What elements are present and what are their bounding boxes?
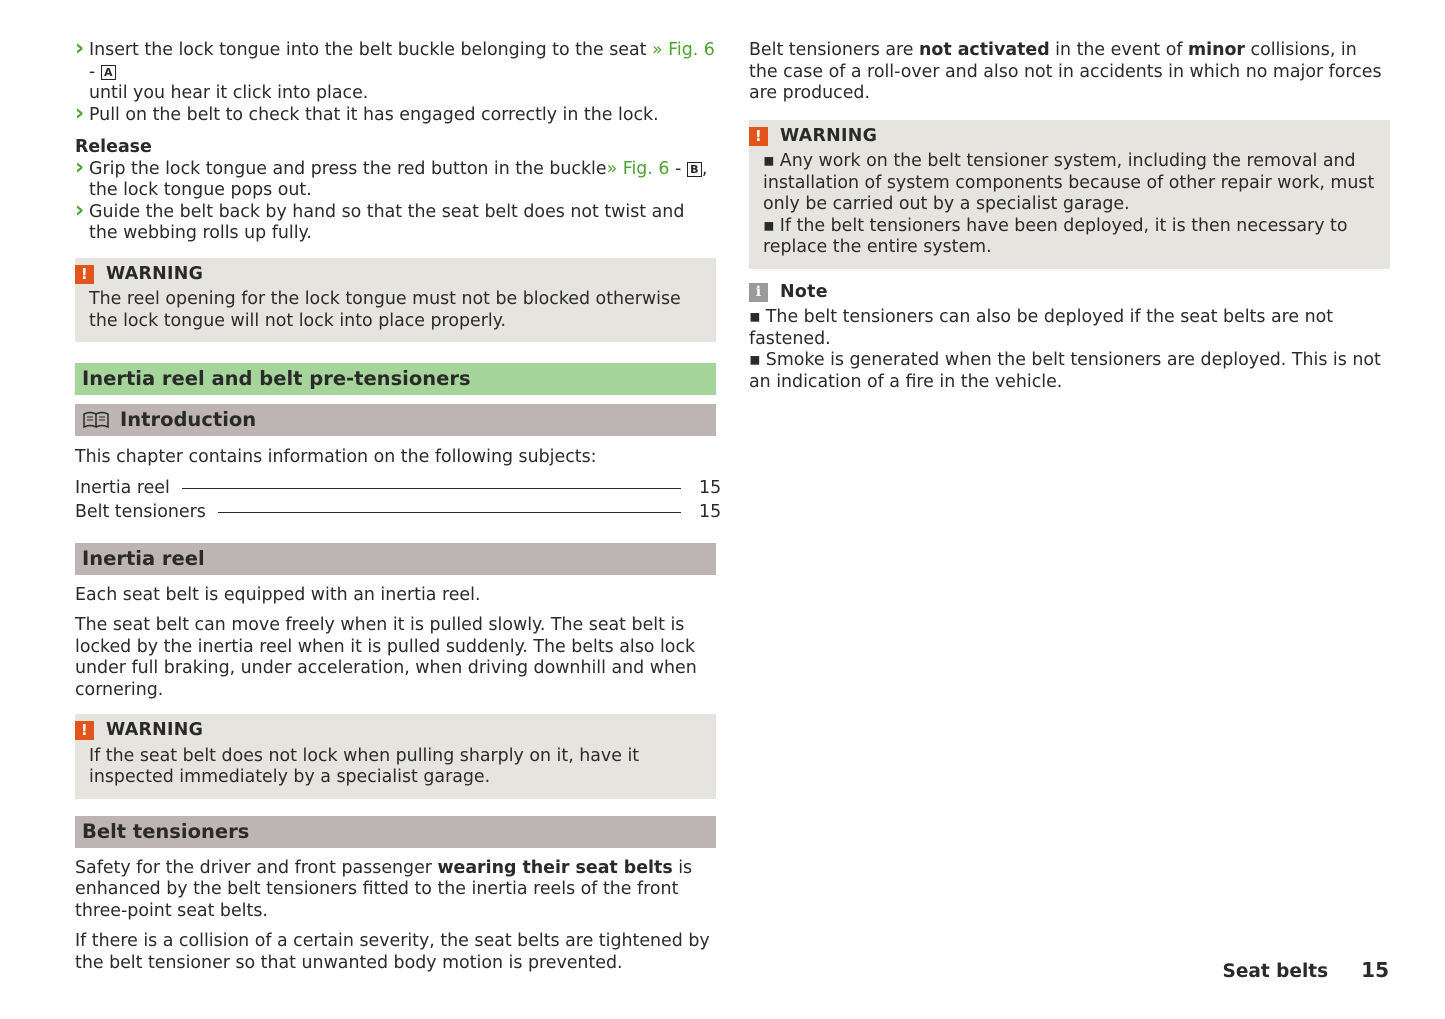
key-a: A (101, 65, 116, 80)
step-grip: › Grip the lock tongue and press the red button in the buckle» Fig. 6 - B , the lock tongue pops out. (75, 159, 716, 202)
inertia-reel-heading: Inertia reel (75, 543, 716, 575)
info-icon: i (749, 283, 768, 302)
inertia-p2: The seat belt can move freely when it is pulled slowly. The seat belt is locked by the inertia reel when it is pulled suddenly. The belts also lock under full braking, under acceleration, when driving downhill and when cornering. (75, 615, 697, 700)
warning-text: The reel opening for the lock tongue must not be blocked otherwise the lock tongue will not lock into place properly. (89, 289, 681, 331)
note-box: i Note ▪ The belt tensioners can also be deployed if the seat belts are not fastened. ▪ Smoke is generated when the belt tensioners are deployed. This is not an indication of a fire in the vehicle. (749, 282, 1390, 394)
warning-icon: ! (75, 265, 94, 284)
warning-box: ! WARNING The reel opening for the lock tongue must not be blocked otherwise the lock tongue will not lock into place properly. (75, 258, 716, 343)
tensioners-p2: If there is a collision of a certain severity, the seat belts are tightened by the belt tensioner so that unwanted body motion is prevented. (75, 931, 710, 973)
toc (75, 477, 722, 524)
warning-icon: ! (75, 721, 94, 740)
page-footer (1223, 960, 1389, 983)
footer-section: Seat belts (1222, 961, 1329, 982)
intro-text: This chapter contains information on the following subjects: (75, 447, 597, 467)
warning-item: ▪ Any work on the belt tensioner system, including the removal and installation of system components because of other repair work, must only be carried out by a specialist garage. (763, 151, 1378, 216)
section-title: Inertia reel and belt pre-tensioners (75, 363, 716, 395)
step-insert: › Insert the lock tongue into the belt buckle belonging to the seat » Fig. 6 - A until you hear it click into place. (75, 40, 716, 105)
warning-text: If the seat belt does not lock when pulling sharply on it, have it inspected immediately by a specialist garage. (89, 745, 640, 787)
toc-entry[interactable]: Inertia reel 15 (75, 477, 722, 498)
page-number: 15 (1361, 958, 1389, 982)
toc-entry[interactable]: Belt tensioners 15 (75, 502, 722, 522)
fig-link[interactable]: » Fig. 6 (606, 158, 670, 179)
introduction-heading: Introduction (75, 404, 716, 436)
warning-item: ▪ If the belt tensioners have been deployed, it is then necessary to replace the entire system. (763, 216, 1378, 259)
warning-icon: ! (749, 127, 768, 146)
belt-tensioners-heading: Belt tensioners (75, 816, 716, 848)
release-heading: Release (75, 137, 152, 157)
key-b: B (687, 162, 702, 177)
right-column (749, 40, 1390, 393)
note-item: ▪ The belt tensioners can also be deployed if the seat belts are not fastened. (749, 307, 1390, 350)
warning-box: ! WARNING If the seat belt does not lock when pulling sharply on it, have it inspected immediately by a specialist garage. (75, 714, 716, 799)
book-icon (82, 410, 112, 430)
tensioners-p1: Safety for the driver and front passenger wearing their seat belts is enhanced by the belt tensioners fitted to the inertia reels of the front three-point seat belts. (75, 857, 693, 921)
left-column (75, 40, 722, 974)
note-item: ▪ Smoke is generated when the belt tensioners are deployed. This is not an indication of a fire in the vehicle. (749, 350, 1390, 393)
fig-link[interactable]: » Fig. 6 (651, 40, 715, 60)
step-guide: › Guide the belt back by hand so that the seat belt does not twist and the webbing rolls up fully. (75, 202, 716, 245)
warning-box: ! WARNING ▪ Any work on the belt tensioner system, including the removal and installation of system components because of other repair work, must only be carried out by a specialist garage. ▪ If the belt tensioners have been deployed, it is then necessary to replace the entire system. (749, 120, 1390, 269)
not-activated-text: Belt tensioners are not activated in the event of minor collisions, in the case of a roll-over and also not in accidents in which no major forces are produced. (749, 40, 1382, 103)
inertia-p1: Each seat belt is equipped with an inertia reel. (75, 584, 481, 605)
step-pull: › Pull on the belt to check that it has engaged correctly in the lock. (75, 105, 716, 127)
